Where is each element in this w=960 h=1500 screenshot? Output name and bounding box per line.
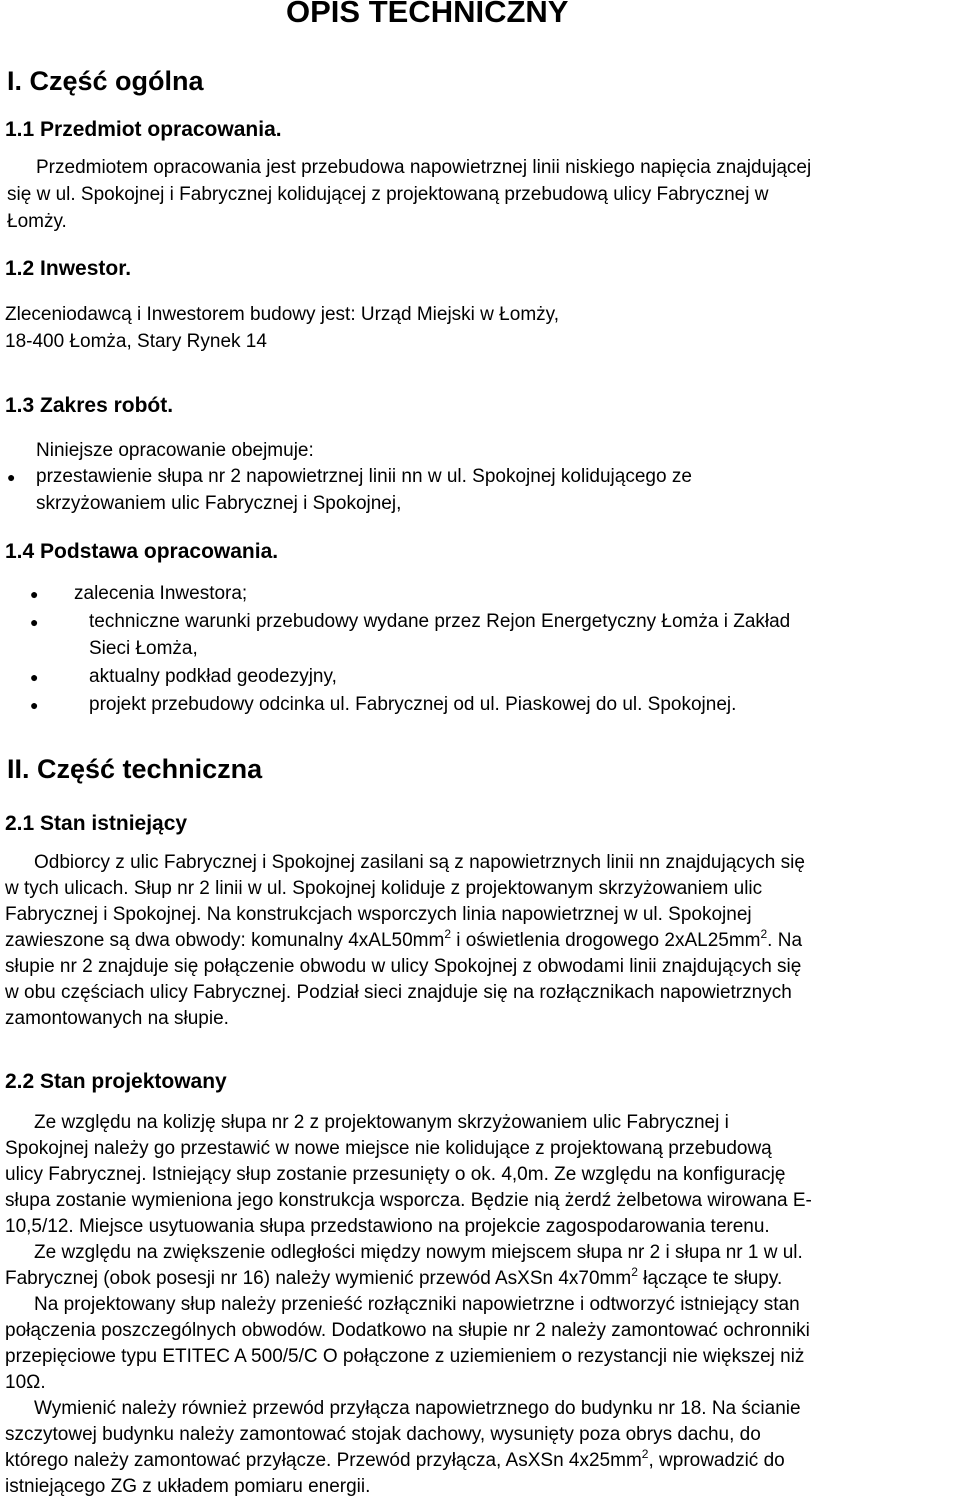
superscript: 2 [444,927,452,941]
paragraph-line: Wymienić należy również przewód przyłącza napowietrznego do budynku nr 18. Na ścianie [34,1398,801,1419]
section-1-heading: I. Część ogólna [7,66,204,96]
text-run: zawieszone są dwa obwody: komunalny 4xAL50mm [5,930,445,951]
paragraph-line: się w ul. Spokojnej i Fabrycznej kolidującej z projektowaną przebudową ulicy Fabrycznej w [7,184,769,205]
paragraph-line [5,1448,785,1474]
subsection-1-1-heading: 1.1 Przedmiot opracowania. [5,118,282,141]
list-item-continuation: Sieci Łomża, [89,638,198,659]
subsection-1-3-heading: 1.3 Zakres robót. [5,394,174,417]
paragraph-line: w tych ulicach. Słup nr 2 linii w ul. Spokojnej koliduje z projektowanym skrzyżowaniem ulic [5,878,763,899]
text-run: którego należy zamontować przyłącze. Przewód przyłącza, AsXSn 4x25mm [5,1450,642,1471]
paragraph-line: słupa zostanie wymieniona jego konstrukcja wsporcza. Będzie nią żerdź żelbetowa wirowana E- [5,1190,812,1211]
list-item: projekt przebudowy odcinka ul. Fabrycznej od ul. Piaskowej do ul. Spokojnej. [89,694,737,715]
bullet-icon: ● [30,586,39,602]
list-item: techniczne warunki przebudowy wydane przez Rejon Energetyczny Łomża i Zakład [89,611,791,632]
superscript: 2 [760,927,768,941]
paragraph-line: w obu częściach ulicy Fabrycznej. Podział sieci znajduje się na rozłącznikach napowietrznych [5,982,792,1003]
subsection-1-2-heading: 1.2 Inwestor. [5,257,132,280]
paragraph-line: Zleceniodawcą i Inwestorem budowy jest: Urząd Miejski w Łomży, [5,304,560,325]
text-run: Fabrycznej (obok posesji nr 16) należy wymienić przewód AsXSn 4x70mm [5,1268,632,1289]
paragraph-line: słupie nr 2 znajduje się połączenie obwodu w ulicy Spokojnej z obwodami linii znajdujących się [5,956,802,977]
text-run: . Na [767,930,803,951]
paragraph-line: Ze względu na zwiększenie odległości między nowym miejscem słupa nr 2 i słupa nr 1 w ul. [34,1242,803,1263]
paragraph-line: Spokojnej należy go przestawić w nowe miejsce nie kolidujące z projektowaną przebudową [5,1138,772,1159]
section-2-heading: II. Część techniczna [7,754,263,784]
paragraph-line: Odbiorcy z ulic Fabrycznej i Spokojnej zasilani są z napowietrznych linii nn znajdujących się [34,852,805,873]
list-item: zalecenia Inwestora; [74,583,248,604]
list-item-continuation: skrzyżowaniem ulic Fabrycznej i Spokojnej, [36,493,402,514]
paragraph-line: 10,5/12. Miejsce usytuowania słupa przedstawiono na projekcie zagospodarowania terenu. [5,1216,770,1237]
bullet-icon: ● [30,669,39,685]
text-run: i oświetlenia drogowego 2xAL25mm [451,930,761,951]
bullet-icon: ● [7,469,16,485]
paragraph-line: Fabrycznej i Spokojnej. Na konstrukcjach wsporczych linia napowietrznej w ul. Spokojnej [5,904,752,925]
text-run: , wprowadzić do [648,1450,785,1471]
paragraph-line: Na projektowany słup należy przenieść rozłączniki napowietrzne i odtworzyć istniejący stan [34,1294,800,1315]
text-run: łączące te słupy. [637,1268,783,1289]
bullet-icon: ● [30,697,39,713]
subsection-1-4-heading: 1.4 Podstawa opracowania. [5,540,279,563]
paragraph-line: Łomży. [7,211,67,232]
paragraph-line: zamontowanych na słupie. [5,1008,229,1029]
list-item: aktualny podkład geodezyjny, [89,666,337,687]
superscript: 2 [641,1447,649,1461]
subsection-2-2-heading: 2.2 Stan projektowany [5,1070,227,1093]
paragraph-line: ulicy Fabrycznej. Istniejący słup zostanie przesunięty o ok. 4,0m. Ze względu na konfigurację [5,1164,786,1185]
paragraph-line: szczytowej budynku należy zamontować stojak dachowy, wysunięty poza obrys dachu, do [5,1424,761,1445]
paragraph-line: 18-400 Łomża, Stary Rynek 14 [5,331,267,352]
paragraph-line: Przedmiotem opracowania jest przebudowa napowietrznej linii niskiego napięcia znajdującej [36,157,812,178]
paragraph-line: połączenia poszczególnych obwodów. Dodatkowo na słupie nr 2 należy zamontować ochronniki [5,1320,810,1341]
bullet-icon: ● [30,614,39,630]
paragraph-line: Niniejsze opracowanie obejmuje: [36,440,314,461]
paragraph-line [5,928,802,954]
subsection-2-1-heading: 2.1 Stan istniejący [5,812,188,835]
list-item: przestawienie słupa nr 2 napowietrznej linii nn w ul. Spokojnej kolidującego ze [36,466,692,487]
paragraph-line: Ze względu na kolizję słupa nr 2 z projektowanym skrzyżowaniem ulic Fabrycznej i [34,1112,729,1133]
superscript: 2 [631,1265,638,1279]
paragraph-line: przepięciowe typu ETITEC A 500/5/C O połączone z uziemieniem o rezystancji nie większej niż [5,1346,805,1367]
paragraph-line [5,1266,782,1292]
paragraph-line: 10Ω. [5,1372,46,1393]
document-title: OPIS TECHNICZNY [286,0,569,29]
paragraph-line: istniejącego ZG z układem pomiaru energii. [5,1476,371,1497]
